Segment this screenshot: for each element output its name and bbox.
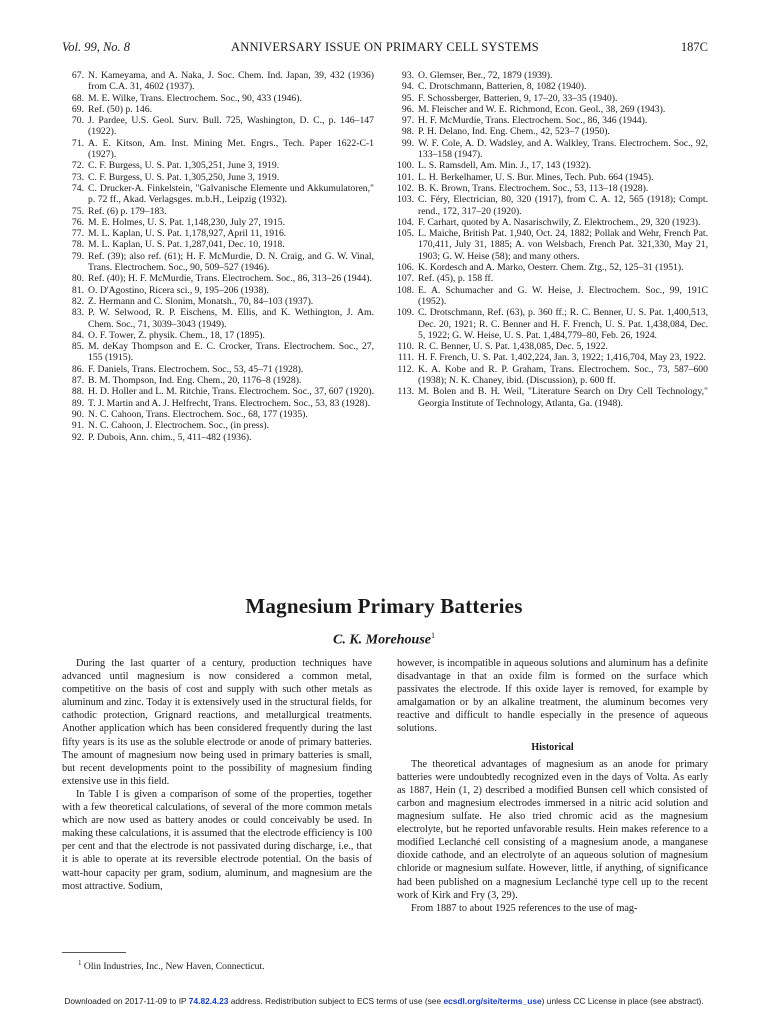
references-left-column [62,70,374,443]
reference-number: 111. [397,352,414,364]
reference-number: 112. [397,363,414,375]
reference-entry [62,341,374,364]
author-footnote-mark: 1 [431,631,436,640]
reference-text: Ref. (50) p. 146. [88,103,153,115]
reference-entry [62,386,374,397]
reference-entry [392,307,708,341]
reference-number: 76. [71,216,84,228]
body-left-column [62,657,372,893]
reference-entry [392,160,708,171]
reference-text: O. Glemser, Ber., 72, 1879 (1939). [418,70,553,81]
author-name: C. K. Morehouse [332,632,432,648]
reference-entry [62,138,374,161]
reference-entry [392,386,708,409]
reference-text: L. Maiche, British Pat. 1,940, Oct. 24, 1882; Pollak and Wehr, French Pat. 170,411, July 31, 1885; A. von Welsbach, French Pat. 321,330, May 21, 1903; G. W. Heise (58); and many others. [418,228,708,262]
reference-number: 94. [401,81,414,93]
reference-entry [62,115,374,138]
reference-number: 88. [71,386,84,398]
reference-entry [62,206,374,217]
reference-entry [62,409,374,420]
reference-text: M. E. Wilke, Trans. Electrochem. Soc., 90, 433 (1946). [88,92,302,104]
body-paragraph: During the last quarter of a century, production techniques have advanced until magnesium is now considered a common metal, competitive on the basis of cost and supply with such other metals as aluminum and zinc. Today it is extensively used in the structural fields, for cathodic protection, Grignard reactions, and metallurgical treatments. Another application which has been considered frequently during the last fifty years is its use as the soluble electrode or anode of primary batteries. The amount of magnesium now being used in primary batteries is small, but recent developments point to the possibility of magnesium finding extensive use in this field. [62,658,372,787]
reference-entry [62,239,374,250]
reference-entry [62,217,374,228]
reference-entry [62,330,374,341]
reference-text: M. L. Kaplan, U. S. Pat. 1,287,041, Dec. 10, 1918. [88,239,285,251]
reference-entry [62,251,374,274]
reference-number: 85. [71,341,84,353]
reference-entry [62,273,374,284]
reference-text: F. Carhart, quoted by A. Nasarischwily, Z. Elektrochem., 29, 320 (1923). [418,216,701,228]
reference-text: E. A. Schumacher and G. W. Heise, J. Electrochem. Soc., 99, 191C (1952). [418,284,708,307]
reference-text: N. C. Cahoon, Trans. Electrochem. Soc., 68, 177 (1935). [88,408,308,420]
ip-address-link[interactable]: 74.82.4.23 [188,996,229,1006]
reference-text: M. deKay Thompson and E. C. Crocker, Trans. Electrochem. Soc., 27, 155 (1915). [88,341,374,364]
reference-text: P. H. Delano, Ind. Eng. Chem., 42, 523–7 (1950). [418,126,610,138]
reference-entry [62,228,374,239]
reference-entry [392,115,708,126]
reference-text: C. Drucker-A. Finkelstein, "Galvanische Elemente und Akkumulatoren," p. 72 ff., Akad. Verlagsges. m.b.H., Leipzig (1932). [88,182,374,206]
reference-text: M. Fleischer and W. E. Richmond, Econ. Geol., 38, 269 (1943). [418,103,666,115]
reference-entry [62,285,374,296]
reference-entry [392,273,708,284]
body-paragraph: The theoretical advantages of magnesium as an anode for primary batteries were undoubtedly recognized even in the days of Volta. As early as 1887, Hein (1, 2) described a modified Bunsen cell which consisted of carbon and magnesium electrodes immersed in a nitric acid solution and magnesium sulfate. He also tried chromic acid as the magnesium electrolyte, but he reported unfavorable results. Hein makes reference to a modified Leclanché cell consisting of a magnesium anode, a manganese dioxide cathode, and an electrolyte of an aqueous solution of magnesium chloride or magnesium sulfate. However, little, if anything, of significance had been published on a magnesium Leclanché type cell up to the recent work of Kirk and Fry (3, 29). [397,758,708,901]
reference-number: 92. [71,431,84,443]
reference-number: 108. [397,284,414,296]
reference-text: H. F. McMurdie, Trans. Electrochem. Soc., 86, 346 (1944). [418,115,648,127]
reference-number: 83. [71,307,84,319]
reference-text: J. Pardee, U.S. Geol. Surv. Bull. 725, Washington, D. C., p. 146–147 (1922). [88,115,374,138]
reference-number: 100. [397,160,414,172]
reference-text: C. Drotschmann, Ref. (63), p. 360 ff.; R. C. Benner, U. S. Pat. 1,400,513, Dec. 20, 1921; R. C. Benner and H. F. French, U. S. Pat. 1,438,084, Dec. 5, 1922; G. W. Heise, U. S. Pat. 1,484,779–80, Feb. 26, 1924. [418,307,708,341]
reference-text: F. Schossberger, Batterien, 9, 17–20, 33–35 (1940). [418,92,618,104]
reference-text: Ref. (45), p. 158 ff. [418,273,494,285]
reference-entry [392,194,708,217]
reference-text: Ref. (39); also ref. (61); H. F. McMurdie, D. N. Craig, and G. W. Vinal, Trans. Electrochem. Soc., 90, 509–527 (1946). [88,250,374,274]
download-middle: address. Redistribution subject to ECS terms of use (see [228,996,444,1006]
reference-entry [392,81,708,92]
reference-text: A. E. Kitson, Am. Inst. Mining Met. Engrs., Tech. Paper 1622-C-1 (1927). [88,137,374,161]
reference-text: C. Drotschmann, Batterien, 8, 1082 (1940). [418,81,587,93]
reference-text: H. D. Holler and L. M. Ritchie, Trans. Electrochem. Soc., 37, 607 (1920). [88,386,375,398]
reference-number: 70. [71,115,84,127]
reference-entry [392,138,708,161]
reference-text: P. W. Selwood, R. P. Eischens, M. Ellis, and K. Wethington, J. Am. Chem. Soc., 71, 3039–3043 (1949). [88,307,374,330]
reference-entry [392,70,708,81]
reference-entry [392,364,708,387]
reference-entry [392,104,708,115]
article-author [0,631,768,649]
reference-entry [62,183,374,206]
body-paragraph: In Table I is given a comparison of some of the properties, together with a few theoretical calculations, of several of the more common metals which are now used as battery anodes or could conceivably be used. In making these calculations, it is assumed that the electrode efficiency is 100 per cent and that the electrode is not passivated during discharge, i.e., that it is able to operate at its reversible electrode potential. On the basis of watt-hour capacity per gram, sodium, aluminum, and magnesium are the most attractive. Sodium, [62,788,372,892]
reference-text: R. C. Benner, U. S. Pat. 1,438,085, Dec. 5, 1922. [418,341,608,353]
reference-entry [392,341,708,352]
reference-number: 74. [71,182,84,194]
reference-number: 68. [71,92,84,104]
reference-entry [62,296,374,307]
reference-text: C. Féry, Electrician, 80, 320 (1917), from C. A. 12, 565 (1918); Compt. rend., 172, 317–20 (1920). [418,194,708,217]
references-right-column [392,70,708,409]
reference-text: Ref. (40); H. F. McMurdie, Trans. Electrochem. Soc., 86, 313–26 (1944). [88,273,372,285]
reference-entry [392,172,708,183]
reference-entry [62,375,374,386]
reference-number: 104. [397,216,414,228]
reference-number: 93. [401,70,414,81]
reference-number: 69. [71,103,84,115]
reference-number: 81. [71,284,84,296]
reference-number: 95. [401,92,414,104]
reference-entry [392,352,708,363]
reference-text: K. A. Kobe and R. P. Graham, Trans. Electrochem. Soc., 73, 587–600 (1938); N. K. Chaney, ibid. (Discussion), p. 600 ff. [418,363,708,387]
reference-number: 80. [71,273,84,285]
reference-number: 72. [71,160,84,172]
reference-text: W. F. Cole, A. D. Wadsley, and A. Walkley, Trans. Electrochem. Soc., 92, 133–158 (1947). [418,137,708,161]
reference-text: B. M. Thompson, Ind. Eng. Chem., 20, 1176–8 (1928). [88,375,302,387]
reference-entry [62,104,374,115]
section-heading: Historical [531,741,574,753]
reference-number: 105. [397,228,414,240]
reference-entry [392,126,708,137]
reference-text: K. Kordesch and A. Marko, Oesterr. Chem. Ztg., 52, 125–31 (1951). [418,262,684,274]
reference-text: O. F. Tower, Z. physik. Chem., 18, 17 (1895). [88,329,265,341]
terms-of-use-link[interactable]: ecsdl.org/site/terms_use [443,996,542,1006]
reference-number: 77. [71,228,84,240]
reference-entry [392,285,708,308]
body-paragraph: however, is incompatible in aqueous solutions and aluminum has a definite disadvantage in that an oxide film is formed on the surface which passivates the electrode. If this oxide layer is removed, for example by amalgamation or by an alkaline treatment, the aluminum becomes very reactive and difficult to handle especially in the presence of aqueous solutions. [397,658,708,735]
reference-number: 78. [71,239,84,251]
reference-number: 103. [397,194,414,206]
reference-text: P. Dubois, Ann. chim., 5, 411–482 (1936). [88,431,252,443]
reference-entry [62,432,374,443]
reference-text: F. Daniels, Trans. Electrochem. Soc., 53, 45–71 (1928). [88,363,304,375]
body-paragraph: From 1887 to about 1925 references to the use of mag- [411,902,638,914]
download-prefix: Downloaded on 2017-11-09 to IP [64,996,189,1006]
reference-number: 113. [397,386,414,398]
reference-text: O. D'Agostino, Ricera sci., 9, 195–206 (1938). [88,284,269,296]
reference-number: 91. [71,420,84,432]
reference-number: 90. [71,408,84,420]
reference-number: 98. [401,126,414,138]
reference-entry [62,93,374,104]
reference-text: B. K. Brown, Trans. Electrochem. Soc., 53, 113–18 (1928). [418,182,649,194]
reference-number: 107. [397,273,414,285]
reference-text: L. H. Berkelhamer, U. S. Bur. Mines, Tech. Pub. 664 (1945). [418,171,654,183]
running-header [62,40,708,56]
reference-number: 67. [71,70,84,81]
reference-number: 86. [71,363,84,375]
page-number: 187C [680,40,708,54]
reference-text: N. C. Cahoon, J. Electrochem. Soc., (in press). [88,420,270,432]
journal-volume: Vol. 99, No. 8 [62,40,131,54]
reference-number: 96. [401,103,414,115]
reference-entry [392,217,708,228]
reference-number: 110. [397,341,414,353]
reference-number: 79. [71,250,84,262]
reference-number: 101. [397,171,414,183]
download-suffix: ) unless CC License in place (see abstract). [541,996,704,1006]
reference-number: 82. [71,295,84,307]
reference-text: M. Bolen and B. H. Weil, "Literature Search on Dry Cell Technology," Georgia Institute of Technology, Atlanta, Ga. (1948). [418,386,708,409]
reference-number: 75. [71,205,84,217]
reference-number: 106. [397,262,414,274]
reference-entry [392,183,708,194]
reference-entry [62,160,374,171]
reference-number: 97. [401,115,414,127]
footnote-mark: 1 [78,959,82,967]
reference-entry [392,93,708,104]
reference-number: 109. [397,307,414,319]
body-right-column [397,657,708,915]
reference-number: 84. [71,329,84,341]
reference-number: 73. [71,171,84,183]
issue-title: ANNIVERSARY ISSUE ON PRIMARY CELL SYSTEMS [231,40,539,54]
reference-text: Z. Hermann and C. Slonim, Monatsh., 70, 84–103 (1937). [88,295,314,307]
reference-entry [62,398,374,409]
reference-entry [392,228,708,262]
footnote-text: Olin Industries, Inc., New Haven, Connecticut. [83,961,265,973]
reference-text: N. Kameyama, and A. Naka, J. Soc. Chem. Ind. Japan, 39, 432 (1936) from C.A. 31, 4602 (1937). [88,70,374,93]
reference-text: H. F. French, U. S. Pat. 1,402,224, Jan. 3, 1922; 1,416,704, May 23, 1922. [418,352,706,364]
reference-entry [392,262,708,273]
reference-text: L. S. Ramsdell, Am. Min. J., 17, 143 (1932). [418,160,592,172]
reference-text: M. E. Holmes, U. S. Pat. 1,148,230, July 27, 1915. [88,216,285,228]
reference-text: C. F. Burgess, U. S. Pat. 1,305,250, June 3, 1919. [88,171,280,183]
reference-number: 87. [71,375,84,387]
reference-entry [62,172,374,183]
reference-number: 102. [397,182,414,194]
reference-text: M. L. Kaplan, U. S. Pat. 1,178,927, April 11, 1916. [88,228,287,240]
reference-entry [62,307,374,330]
download-notice [0,996,768,1006]
reference-entry [62,70,374,93]
reference-entry [62,364,374,375]
reference-text: T. J. Martin and A. J. Helfrecht, Trans. Electrochem. Soc., 53, 83 (1928). [88,397,371,409]
reference-entry [62,420,374,431]
footnote [62,959,372,972]
reference-text: C. F. Burgess, U. S. Pat. 1,305,251, June 3, 1919. [88,160,280,172]
reference-number: 71. [71,137,84,149]
reference-number: 99. [401,137,414,149]
reference-number: 89. [71,397,84,409]
footnote-rule [62,952,126,953]
article-title: Magnesium Primary Batteries [245,594,523,618]
reference-text: Ref. (6) p. 179–183. [88,205,167,217]
